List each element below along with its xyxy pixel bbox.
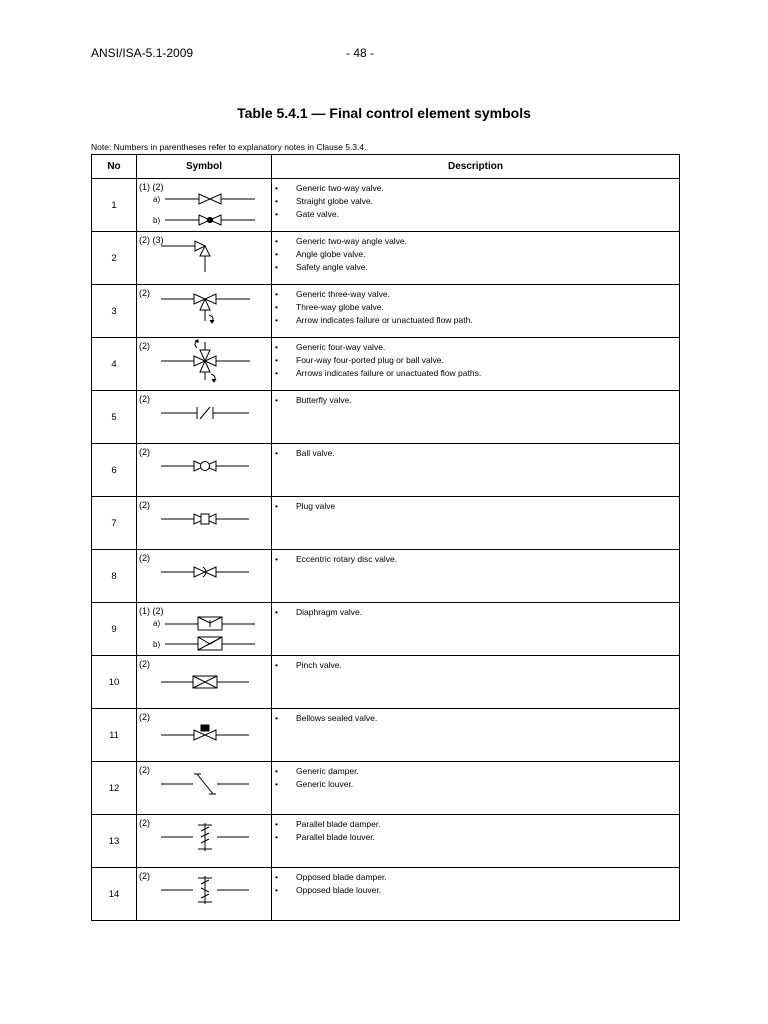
table-row (92, 179, 680, 232)
symbol-cell (137, 603, 272, 656)
col-header-no: No (92, 155, 137, 179)
symbol-cell (137, 285, 272, 338)
parallel-blade-damper-symbol (137, 815, 271, 867)
description-cell (272, 232, 680, 285)
three-way-valve-symbol (137, 285, 271, 337)
description-item: • Generic three-way valve. (272, 288, 679, 301)
symbol-cell (137, 497, 272, 550)
ball-valve-symbol (137, 444, 271, 496)
opposed-blade-damper-symbol (137, 868, 271, 920)
description-item: • Four-way four-ported plug or ball valve. (272, 354, 679, 367)
description-item: • Generic four-way valve. (272, 341, 679, 354)
col-header-description: Description (272, 155, 680, 179)
description-list (272, 553, 679, 566)
description-cell (272, 709, 680, 762)
symbol-notes: (2) (3) (139, 235, 164, 245)
description-cell (272, 497, 680, 550)
description-item: • Arrows indicates failure or unactuated flow paths. (272, 367, 679, 380)
four-way-valve-symbol (137, 338, 271, 390)
row-number: 13 (92, 815, 137, 868)
table-row (92, 232, 680, 285)
row-number: 2 (92, 232, 137, 285)
symbol-cell (137, 232, 272, 285)
description-item: • Parallel blade damper. (272, 818, 679, 831)
description-item: • Generic louver. (272, 778, 679, 791)
table-title: Table 5.4.1 — Final control element symbols (237, 105, 531, 121)
symbol-notes: (1) (2) (139, 182, 164, 192)
document-id: ANSI/ISA-5.1-2009 (91, 46, 194, 60)
description-list (272, 447, 679, 460)
description-cell (272, 868, 680, 921)
description-cell (272, 285, 680, 338)
row-number: 9 (92, 603, 137, 656)
col-header-symbol: Symbol (137, 155, 272, 179)
table-header-row (92, 155, 680, 179)
description-cell (272, 656, 680, 709)
table-row (92, 497, 680, 550)
symbol-cell (137, 656, 272, 709)
description-item: • Diaphragm valve. (272, 606, 679, 619)
plug-valve-symbol (137, 497, 271, 549)
description-cell (272, 338, 680, 391)
description-list (272, 394, 679, 407)
symbol-notes: (2) (139, 553, 150, 563)
table-row (92, 444, 680, 497)
description-item: • Generic two-way angle valve. (272, 235, 679, 248)
description-list (272, 765, 679, 791)
description-item: • Eccentric rotary disc valve. (272, 553, 679, 566)
row-number: 12 (92, 762, 137, 815)
row-number: 10 (92, 656, 137, 709)
table-row (92, 603, 680, 656)
two-way-valve-symbol (137, 179, 271, 231)
description-list (272, 659, 679, 672)
description-item: • Plug valve (272, 500, 679, 513)
description-list (272, 341, 679, 380)
table-note: Note: Numbers in parentheses refer to explanatory notes in Clause 5.3.4. (91, 142, 367, 152)
description-item: • Opposed blade louver. (272, 884, 679, 897)
description-list (272, 288, 679, 327)
variant-b-label: b) (153, 216, 161, 225)
row-number: 8 (92, 550, 137, 603)
symbol-notes: (2) (139, 765, 150, 775)
symbol-cell (137, 868, 272, 921)
table-row (92, 285, 680, 338)
description-item: • Parallel blade louver. (272, 831, 679, 844)
diaphragm-valve-symbol (137, 603, 271, 655)
table-row (92, 656, 680, 709)
symbol-cell (137, 179, 272, 232)
angle-valve-symbol (137, 232, 271, 284)
symbol-notes: (2) (139, 818, 150, 828)
description-list (272, 712, 679, 725)
symbol-notes: (2) (139, 394, 150, 404)
symbol-cell (137, 391, 272, 444)
symbol-notes: (2) (139, 500, 150, 510)
description-item: • Pinch valve. (272, 659, 679, 672)
description-item: • Angle globe valve. (272, 248, 679, 261)
variant-b-label: b) (153, 640, 161, 649)
row-number: 1 (92, 179, 137, 232)
description-item: • Butterfly valve. (272, 394, 679, 407)
variant-a-label: a) (153, 195, 161, 204)
table-row (92, 338, 680, 391)
row-number: 5 (92, 391, 137, 444)
symbol-cell (137, 762, 272, 815)
variant-a-label: a) (153, 619, 161, 628)
row-number: 7 (92, 497, 137, 550)
eccentric-rotary-disc-valve-symbol (137, 550, 271, 602)
description-item: • Three-way globe valve. (272, 301, 679, 314)
description-item: • Gate valve. (272, 208, 679, 221)
description-item: • Ball valve. (272, 447, 679, 460)
description-cell (272, 550, 680, 603)
row-number: 14 (92, 868, 137, 921)
description-list (272, 500, 679, 513)
symbol-cell (137, 709, 272, 762)
description-item: • Generic damper. (272, 765, 679, 778)
symbol-notes: (2) (139, 712, 150, 722)
symbol-cell (137, 338, 272, 391)
row-number: 4 (92, 338, 137, 391)
table-row (92, 550, 680, 603)
symbol-notes: (2) (139, 341, 150, 351)
symbol-notes: (1) (2) (139, 606, 164, 616)
description-list (272, 235, 679, 274)
description-cell (272, 603, 680, 656)
description-list (272, 606, 679, 619)
description-item: • Arrow indicates failure or unactuated flow path. (272, 314, 679, 327)
description-cell (272, 815, 680, 868)
description-item: • Straight globe valve. (272, 195, 679, 208)
symbol-notes: (2) (139, 288, 150, 298)
description-list (272, 182, 679, 221)
description-item: • Generic two-way valve. (272, 182, 679, 195)
bellows-sealed-valve-symbol (137, 709, 271, 761)
pinch-valve-symbol (137, 656, 271, 708)
symbol-cell (137, 444, 272, 497)
table-row (92, 709, 680, 762)
description-item: • Safety angle valve. (272, 261, 679, 274)
symbol-table (91, 154, 680, 921)
description-item: • Opposed blade damper. (272, 871, 679, 884)
butterfly-valve-symbol (137, 391, 271, 443)
symbol-cell (137, 550, 272, 603)
table-row (92, 868, 680, 921)
row-number: 11 (92, 709, 137, 762)
page-number: - 48 - (346, 46, 375, 60)
description-list (272, 818, 679, 844)
row-number: 6 (92, 444, 137, 497)
description-cell (272, 762, 680, 815)
table-row (92, 815, 680, 868)
description-item: • Bellows sealed valve. (272, 712, 679, 725)
table-row (92, 391, 680, 444)
row-number: 3 (92, 285, 137, 338)
symbol-cell (137, 815, 272, 868)
table-row (92, 762, 680, 815)
symbol-notes: (2) (139, 659, 150, 669)
description-cell (272, 391, 680, 444)
description-cell (272, 444, 680, 497)
symbol-notes: (2) (139, 447, 150, 457)
symbol-notes: (2) (139, 871, 150, 881)
description-cell (272, 179, 680, 232)
description-list (272, 871, 679, 897)
damper-symbol (137, 762, 271, 814)
